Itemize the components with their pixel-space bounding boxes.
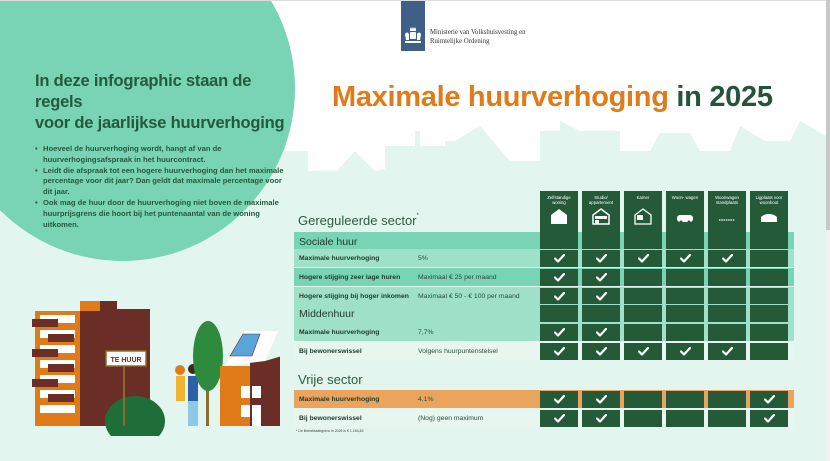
column-header-woonwagen-standplaats: Woonwagen standplaats	[708, 191, 746, 235]
grid-cell	[624, 410, 662, 427]
column-header-studio-appartement: Studio/ appartement	[582, 191, 620, 235]
grid-cell	[582, 410, 620, 427]
grid-cell	[582, 288, 620, 304]
column-header-kamer: Kamer	[624, 191, 662, 235]
grid-cell	[624, 324, 662, 341]
grid-cell	[540, 343, 578, 360]
intro-bullet: • Ook mag de huur door de huurverhoging niet boven de maximale huurprijsgrens die hoort bij het puntenaantal van de woning uitkomen.	[35, 198, 290, 230]
checkmark-icon	[680, 347, 691, 356]
grid-cell	[750, 269, 788, 286]
checkmark-icon	[596, 414, 607, 423]
grid-cell	[666, 343, 704, 360]
government-logo	[401, 1, 425, 51]
apartment-icon	[592, 208, 610, 225]
grid-cell	[750, 305, 788, 322]
grid-cell	[582, 305, 620, 322]
grid-cell	[582, 343, 620, 360]
grid-cell	[624, 288, 662, 304]
house-icon	[550, 208, 568, 225]
grid-cell	[540, 232, 578, 249]
grid-cell	[708, 250, 746, 267]
regulated-sector-title: Gereguleerde sector*	[298, 213, 419, 228]
grid-cell	[540, 391, 578, 408]
grid-cell	[624, 250, 662, 267]
column-header-ligplaats-woonboot: Ligplaats voor woonboot	[750, 191, 788, 235]
grid-cell	[666, 324, 704, 341]
checkmark-icon	[554, 395, 565, 404]
grid-cell	[708, 269, 746, 286]
room-icon	[634, 208, 652, 225]
grid-cell	[708, 288, 746, 304]
grid-cell	[624, 232, 662, 249]
checkmark-icon	[596, 395, 607, 404]
grid-cell	[750, 410, 788, 427]
checkmark-icon	[722, 347, 733, 356]
grid-cell	[582, 269, 620, 286]
grid-cell	[624, 269, 662, 286]
grid-cell	[582, 324, 620, 341]
grid-cell	[708, 391, 746, 408]
grid-cell	[750, 250, 788, 267]
checkmark-icon	[638, 347, 649, 356]
te-huur-sign: TE HUUR	[110, 357, 142, 364]
grid-cell	[540, 324, 578, 341]
table-row: Maximale huurverhoging 4,1%	[294, 390, 794, 408]
grid-cell	[750, 391, 788, 408]
checkmark-icon	[764, 414, 775, 423]
intro-bullets	[35, 144, 290, 230]
grid-cell	[540, 288, 578, 304]
checkmark-icon	[596, 292, 607, 301]
grid-cell	[750, 288, 788, 304]
pitch-icon	[718, 208, 736, 225]
grid-cell	[540, 305, 578, 322]
checkmark-icon	[764, 395, 775, 404]
grid-cell	[624, 343, 662, 360]
grid-cell	[750, 232, 788, 249]
checkmark-icon	[596, 347, 607, 356]
table-row: Bij bewonerswissel Volgens huurpuntenstelsel	[294, 342, 794, 360]
grid-cell	[582, 232, 620, 249]
grid-cell	[708, 232, 746, 249]
crown-coat-of-arms-icon	[404, 27, 422, 45]
checkmark-icon	[638, 254, 649, 263]
intro-bullet: • Leidt die afspraak tot een hogere huurverhoging dan het maximale percentage voor dit jaar? Dan geldt dat maximale percentage voor dit jaar.	[35, 166, 290, 198]
housing-illustration	[30, 301, 280, 436]
scrollbar-thumb[interactable]	[826, 0, 830, 230]
grid-cell	[666, 232, 704, 249]
grid-cell	[666, 250, 704, 267]
footnote: * De liberalisatiegrens in 2025 is € 1.184,82	[296, 429, 364, 433]
grid-cell	[666, 305, 704, 322]
grid-cell	[708, 410, 746, 427]
grid-cell	[708, 324, 746, 341]
grid-cell	[582, 391, 620, 408]
table-row: Maximale huurverhoging 5%	[294, 249, 794, 267]
table-row: Hogere stijging zeer lage huren Maximaal € 25 per maand	[294, 268, 794, 286]
grid-cell	[540, 410, 578, 427]
checkmark-icon	[554, 292, 565, 301]
grid-cell	[666, 288, 704, 304]
checkmark-icon	[596, 328, 607, 337]
grid-cell	[540, 269, 578, 286]
houseboat-icon	[760, 208, 778, 225]
grid-cell	[582, 250, 620, 267]
checkmark-icon	[554, 414, 565, 423]
checkmark-icon	[554, 328, 565, 337]
checkmark-icon	[554, 347, 565, 356]
table-row: Hogere stijging bij hoger inkomen Maximaal € 50 - € 100 per maand	[294, 287, 794, 305]
group-heading-sociale-huur: Sociale huur	[294, 232, 794, 251]
table-row: Maximale huurverhoging 7,7%	[294, 323, 794, 341]
column-header-woonwagen: Woon- wagen	[666, 191, 704, 235]
checkmark-icon	[554, 273, 565, 282]
column-header-zelfstandige-woning: Zelfstandige woning	[540, 191, 578, 235]
intro-heading: In deze infographic staan de regels voor de jaarlijkse huurverhoging	[35, 72, 285, 132]
grid-cell	[708, 305, 746, 322]
grid-cell	[666, 410, 704, 427]
grid-cell	[750, 343, 788, 360]
intro-section	[35, 71, 290, 230]
intro-bullet: • Hoeveel de huurverhoging wordt, hangt af van de huurverhogingsafspraak in het huurcontract.	[35, 144, 290, 166]
group-heading-middenhuur: Middenhuur	[294, 304, 794, 323]
grid-cell	[540, 250, 578, 267]
grid-cell	[624, 305, 662, 322]
grid-cell	[666, 269, 704, 286]
free-sector-title: Vrije sector	[298, 372, 363, 387]
checkmark-icon	[596, 273, 607, 282]
vertical-scrollbar[interactable]	[826, 0, 830, 461]
table-row: Bij bewonerswissel (Nog) geen maximum	[294, 409, 794, 427]
checkmark-icon	[554, 254, 565, 263]
grid-cell	[750, 324, 788, 341]
grid-cell	[666, 391, 704, 408]
grid-cell	[624, 391, 662, 408]
checkmark-icon	[596, 254, 607, 263]
checkmark-icon	[680, 254, 691, 263]
caravan-icon	[676, 208, 694, 225]
page-title: Maximale huurverhoging in 2025	[332, 81, 773, 113]
ministry-name: Ministerie van Volkshuisvesting en Ruimtelijke Ordening	[430, 29, 526, 45]
grid-cell	[708, 343, 746, 360]
checkmark-icon	[722, 254, 733, 263]
